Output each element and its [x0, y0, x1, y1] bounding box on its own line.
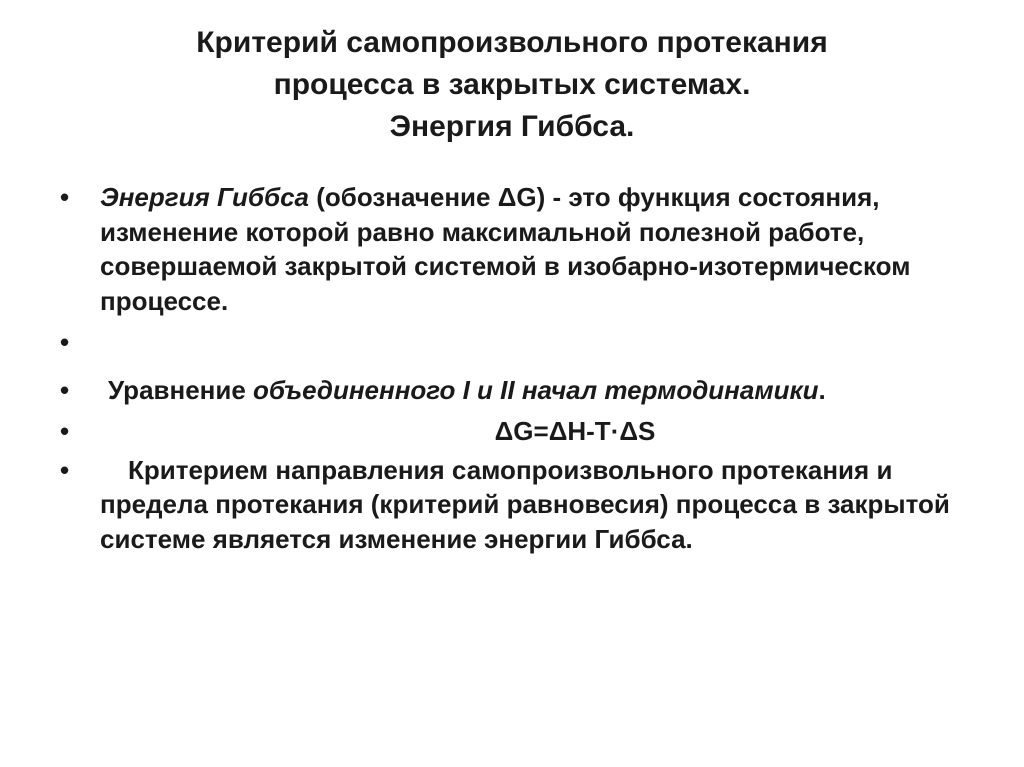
equation-intro-suffix: .: [818, 375, 826, 405]
criterion-text: Критерием направления самопроизвольного протекания и предела протекания (критерий равновесия) процесса в закрытой системе является изменение энергии Гиббса.: [100, 454, 950, 554]
bullet-equation-intro: [60, 373, 960, 408]
bullet-criterion: [60, 453, 960, 557]
equation-intro-prefix: Уравнение: [108, 375, 254, 405]
gibbs-term: Энергия Гиббса: [100, 182, 309, 212]
equation-intro-emphasis: объединенного I и II начал термодинамики: [253, 375, 819, 405]
title-line-1: Критерий самопроизвольного протекания: [196, 26, 828, 59]
bullet-formula: [60, 414, 960, 448]
gibbs-definition-text: (обозначение ΔG) - это функция состояния, изменение которой равно максимальной полезной работе, совершаемой закрытой системой в изобарно-изотермическом процессе.: [100, 182, 911, 316]
gibbs-formula: • ΔG=ΔH-T·ΔS: [494, 415, 656, 446]
bullet-empty: [60, 325, 960, 359]
title-line-3: Энергия Гиббса.: [389, 110, 635, 143]
slide-title: [0, 22, 1024, 148]
bullet-list: [60, 180, 960, 556]
title-line-2: процесса в закрытых системах.: [273, 68, 751, 101]
bullet-gibbs-definition: [60, 180, 960, 318]
